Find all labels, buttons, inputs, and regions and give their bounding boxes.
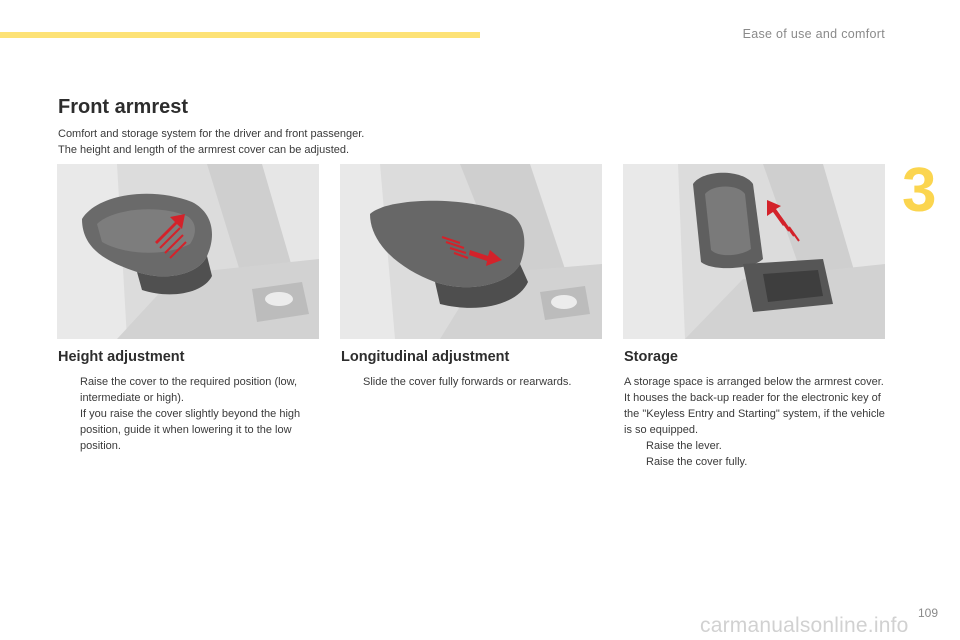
- list-item: [341, 374, 603, 390]
- page-number: 109: [917, 606, 938, 620]
- watermark: carmanualsonline.info: [700, 614, 909, 637]
- intro-text: [58, 126, 364, 158]
- bullet-text: If you raise the cover slightly beyond the high position, guide it when lowering it to the low position.: [80, 408, 301, 452]
- intro-line: The height and length of the armrest cover can be adjusted.: [58, 144, 350, 156]
- chapter-number: 3: [902, 156, 937, 225]
- height-adjustment-heading: Height adjustment: [58, 349, 185, 365]
- longitudinal-adjustment-body: [341, 374, 603, 390]
- section-title: Ease of use and comfort: [742, 27, 885, 41]
- height-adjustment-illustration: [57, 164, 319, 339]
- bullet-text: Slide the cover fully forwards or rearwards.: [363, 376, 572, 388]
- storage-illustration: [623, 164, 885, 339]
- longitudinal-adjustment-heading: Longitudinal adjustment: [341, 349, 510, 365]
- storage-heading: Storage: [624, 349, 678, 365]
- storage-body: [624, 374, 886, 470]
- page-title: Front armrest: [58, 96, 189, 118]
- bullet-text: Raise the cover to the required position (low, intermediate or high).: [80, 376, 298, 404]
- longitudinal-adjustment-illustration: [340, 164, 602, 339]
- intro-line: Comfort and storage system for the driver and front passenger.: [58, 128, 365, 140]
- bullet-text: Raise the cover fully.: [646, 456, 748, 468]
- bullet-text: Raise the lever.: [646, 440, 722, 452]
- list-item: [624, 454, 886, 470]
- storage-paragraph: A storage space is arranged below the armrest cover. It houses the back-up reader for the electronic key of the "Keyless Entry and Starting" system, if the vehicle is so equipped.: [624, 376, 885, 436]
- list-item: [58, 374, 320, 406]
- header-accent-bar: [0, 32, 480, 38]
- list-item: [58, 406, 320, 454]
- height-adjustment-body: [58, 374, 320, 454]
- list-item: [624, 438, 886, 454]
